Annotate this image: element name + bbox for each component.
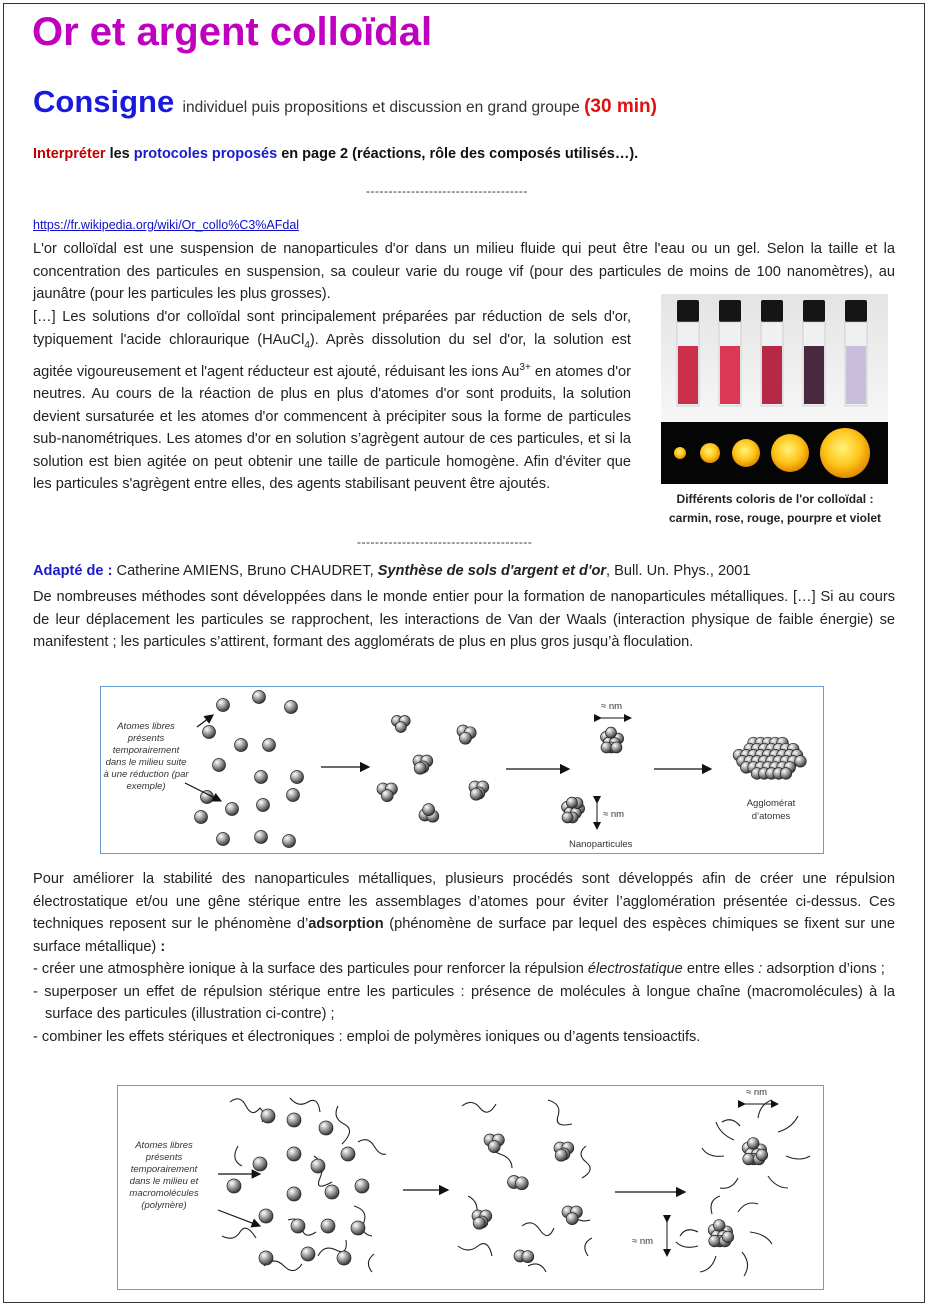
separator-top: ------------------------------------ — [366, 184, 528, 198]
polymer-chain — [680, 1230, 698, 1236]
stability-intro-colon: : — [160, 938, 166, 955]
polymer-chain — [722, 1120, 740, 1126]
atom — [319, 1121, 333, 1135]
polymer-chain — [700, 1256, 716, 1272]
wiki-body-subscript: 4 — [304, 339, 310, 351]
atom — [337, 1251, 351, 1265]
nm-label-top: ≈ nm — [601, 701, 623, 712]
atom — [351, 1221, 365, 1235]
atom — [722, 1231, 734, 1243]
vial — [677, 300, 699, 406]
atom-cluster — [469, 781, 489, 800]
atom — [287, 789, 300, 802]
instruction-verb: Interpréter — [33, 146, 106, 162]
nm-label-side-2: ≈ nm — [632, 1236, 654, 1247]
atom — [311, 1159, 325, 1173]
atom — [780, 768, 792, 780]
atom — [522, 1251, 534, 1263]
polymer-chain — [581, 1146, 590, 1178]
atom — [713, 1220, 725, 1232]
atom-cluster — [472, 1210, 492, 1229]
list-item-1b: entre elles — [682, 961, 759, 977]
stability-intro-a: Pour améliorer la stabilité des nanoparticules métalliques, plusieurs procédés sont développés afin de créer une répulsion électrostatique et/ou une gêne stérique entre les assemblages d’atomes pour éviter l’agglomération présentée ci-dessus. Ces techniques reposent sur le phénomène d’ — [33, 871, 895, 932]
list-item: - superposer un effet de répulsion stérique entre les particules : présence de molécules à longue chaîne (macromolécules) à la surface des particules (illustration ci-contre) ; — [33, 983, 895, 1022]
polymer-chain — [522, 1223, 554, 1236]
adsorption-term: adsorption — [308, 916, 384, 932]
wiki-body-text-3: en atomes d'or neutres. Au cours de la réaction de plus en plus d'atomes d'or sont produits, la solution devient sursaturée et les atomes d'or commencent à précipiter sous la forme de particules sub-nanométriques. Les atomes d'or en solution s’agrègent autour de ces particules, et si la solution est bien agitée on peut obtenir une taille de particule homogène. Afin d'éviter que les particules s'agrègent entre elles, des agents stabilisant peuvent être ajoutés. — [33, 363, 631, 493]
wiki-intro: L'or colloïdal est une suspension de nanoparticules d'or dans un milieu fluide qui peut être l'eau ou un gel. Selon la taille et la concentration des particules en suspension, sa couleur varie du rouge vif (pour des particules de moins de 100 nanomètres), au jaunâtre (pour les particules les plus grosses). — [33, 241, 895, 302]
source-work: Synthèse de sols d'argent et d'or — [377, 563, 607, 579]
polymer-chain — [702, 1148, 724, 1156]
atom — [287, 1187, 301, 1201]
polymer-chain — [358, 1140, 386, 1155]
atom-cluster — [514, 1250, 534, 1263]
nm-label-side: ≈ nm — [603, 809, 625, 820]
atom — [259, 1251, 273, 1265]
atom-cluster — [742, 1138, 768, 1165]
vial — [845, 300, 867, 406]
source-citation — [33, 563, 750, 579]
separator-middle: --------------------------------------- — [357, 535, 533, 549]
stability-intro — [33, 868, 895, 958]
wikipedia-link[interactable]: https://fr.wikipedia.org/wiki/Or_collo%C3%AFdal — [33, 218, 300, 232]
atom — [341, 1147, 355, 1161]
wiki-body-text-2: ). Après dissolution du sel d'or, la solution est agitée vigoureusement et l'agent réducteur est ajouté, réduisant les ions Au — [33, 331, 631, 380]
atom — [291, 771, 304, 784]
polymer-chain — [738, 1203, 758, 1212]
page-title: Or et argent colloïdal — [32, 10, 433, 54]
vial — [761, 300, 783, 406]
atom — [283, 835, 296, 848]
atom — [235, 739, 248, 752]
atom — [226, 803, 239, 816]
atom-cluster — [562, 1206, 582, 1225]
polymer-chain — [585, 1238, 592, 1256]
atom — [601, 742, 612, 753]
atom — [227, 1179, 241, 1193]
list-item-1a: - créer une atmosphère ionique à la surface des particules pour renforcer la répulsion — [33, 961, 588, 977]
polymer-chain — [230, 1099, 264, 1122]
atom — [213, 759, 226, 772]
atom-cluster — [562, 797, 585, 823]
atom — [605, 727, 616, 738]
stability-list — [33, 958, 895, 1048]
free-atoms-label: Atomes libres présents temporairement dans le milieu suite à une réduction (par exemple) — [103, 721, 189, 792]
instruction-protocols: protocoles proposés — [133, 146, 278, 162]
steric-drawing — [118, 1086, 823, 1289]
atom-cluster — [419, 804, 439, 823]
wiki-body — [33, 306, 631, 496]
polymer-chain — [742, 1252, 748, 1276]
colloidal-gold-photo — [661, 294, 888, 484]
vial — [719, 300, 741, 406]
wiki-body-text-1: […] Les solutions d'or colloïdal sont principalement préparées par réduction de sels d'or, typiquement l'acide chloraurique (HAuCl — [33, 309, 631, 348]
list-item-1-em: électrostatique — [587, 961, 683, 977]
atom — [395, 722, 406, 733]
atom-cluster — [508, 1176, 529, 1190]
stability-intro-b: (phénomène de surface par lequel des espèces chimiques se fixent sur une surface métallique) — [33, 916, 895, 955]
atom — [287, 1113, 301, 1127]
nm-label-top-2: ≈ nm — [746, 1087, 768, 1098]
agglomeration-drawing — [101, 687, 823, 853]
atom — [562, 812, 573, 823]
polymer-chain — [768, 1176, 788, 1188]
polymer-chain — [458, 1244, 492, 1256]
polymer-chain — [462, 1102, 496, 1112]
list-item: - combiner les effets stériques et électroniques : emploi de polymères ioniques ou d’agents tensioactifs. — [33, 1028, 701, 1045]
atom — [195, 811, 208, 824]
polymer-chain — [716, 1122, 734, 1140]
atom — [203, 726, 216, 739]
agglomerate-label: Agglomérat d’atomes — [746, 798, 796, 822]
atom-cluster — [413, 755, 433, 774]
consigne-text: individuel puis propositions et discussion en grand groupe — [182, 99, 580, 116]
atom — [381, 790, 393, 802]
atom — [473, 1217, 485, 1229]
atom — [747, 1138, 759, 1150]
atom — [301, 1247, 315, 1261]
atom — [756, 1149, 768, 1161]
atom-cluster — [392, 716, 411, 733]
atom — [488, 1141, 500, 1153]
polymer-chain — [786, 1156, 810, 1159]
atom — [253, 1157, 267, 1171]
atom-cluster — [601, 727, 624, 753]
atom — [611, 742, 622, 753]
atom — [255, 771, 268, 784]
consigne-label: Consigne — [33, 84, 175, 119]
atom — [709, 1235, 721, 1247]
polymer-chain — [758, 1100, 772, 1118]
atom — [743, 1153, 755, 1165]
source-text: De nombreuses méthodes sont développées dans le monde entier pour la formation de nanoparticules métalliques. […] Si au cours de leur déplacement les particules se rapprochent, les interactions de Van der Waals (interaction physique de faible énergie) se manifestent ; les particules s’attirent, formant des agglomérats de plus en plus gros jusqu’à floculation. — [33, 589, 895, 650]
polymer-chain — [548, 1100, 572, 1125]
atom-cluster — [377, 783, 397, 802]
atom-cluster — [733, 737, 806, 779]
atom — [566, 797, 577, 808]
source-label: Adapté de : — [33, 563, 113, 579]
atom — [201, 791, 214, 804]
polymer-chain — [222, 1228, 256, 1238]
atom — [253, 691, 266, 704]
source-authors: Catherine AMIENS, Bruno CHAUDRET, — [116, 563, 374, 579]
steric-stabilization-diagram — [117, 1085, 824, 1290]
atom — [321, 1219, 335, 1233]
free-atoms-polymer-label: Atomes libres présents temporairement dans le milieu et macromolécules (polymère) — [129, 1140, 199, 1211]
atom — [414, 762, 426, 774]
atom — [795, 755, 807, 767]
polymer-chain — [676, 1242, 698, 1247]
atom — [423, 804, 435, 816]
polymer-chain — [528, 1264, 546, 1272]
list-item-1c: adsorption d’ions ; — [762, 961, 885, 977]
consigne-time: (30 min) — [584, 96, 657, 117]
polymer-chain — [750, 1232, 772, 1244]
atom — [285, 701, 298, 714]
atom-cluster — [457, 725, 476, 744]
atom — [257, 799, 270, 812]
atom — [355, 1179, 369, 1193]
atom — [555, 1149, 567, 1161]
atom — [287, 1147, 301, 1161]
polymer-chain — [368, 1254, 374, 1272]
nanoparticles-label: Nanoparticules — [569, 839, 633, 850]
atom-cluster — [484, 1134, 504, 1153]
agglomeration-diagram — [100, 686, 824, 854]
atom — [259, 1209, 273, 1223]
polymer-chain — [711, 1196, 720, 1214]
polymer-chain — [235, 1146, 242, 1166]
consigne-line — [33, 84, 657, 120]
list-item — [33, 958, 895, 981]
vial — [803, 300, 825, 406]
instruction-les: les — [109, 146, 130, 162]
atom — [263, 739, 276, 752]
polymer-chain — [720, 1178, 738, 1188]
source-ref: , Bull. Un. Phys., 2001 — [606, 563, 751, 579]
polymer-chain — [778, 1116, 798, 1132]
atom-cluster — [554, 1142, 574, 1161]
photo-caption: Différents coloris de l'or colloïdal : carmin, rose, rouge, pourpre et violet — [668, 492, 882, 525]
atom — [470, 788, 482, 800]
atom — [566, 1213, 578, 1225]
atom — [255, 831, 268, 844]
instruction-rest: en page 2 (réactions, rôle des composés utilisés…). — [281, 146, 639, 162]
atom — [217, 833, 230, 846]
atom — [515, 1177, 528, 1190]
wiki-body-superscript: 3+ — [519, 361, 531, 373]
atom — [217, 699, 230, 712]
atom — [291, 1219, 305, 1233]
polymer-chain — [290, 1098, 320, 1112]
atom — [325, 1185, 339, 1199]
atom-cluster — [708, 1220, 734, 1247]
vials-image — [661, 294, 888, 484]
polymer-chain — [336, 1106, 350, 1144]
list-item-1-colon: : — [758, 961, 763, 977]
instruction-line — [33, 146, 638, 162]
atom — [459, 732, 471, 744]
atom — [261, 1109, 275, 1123]
